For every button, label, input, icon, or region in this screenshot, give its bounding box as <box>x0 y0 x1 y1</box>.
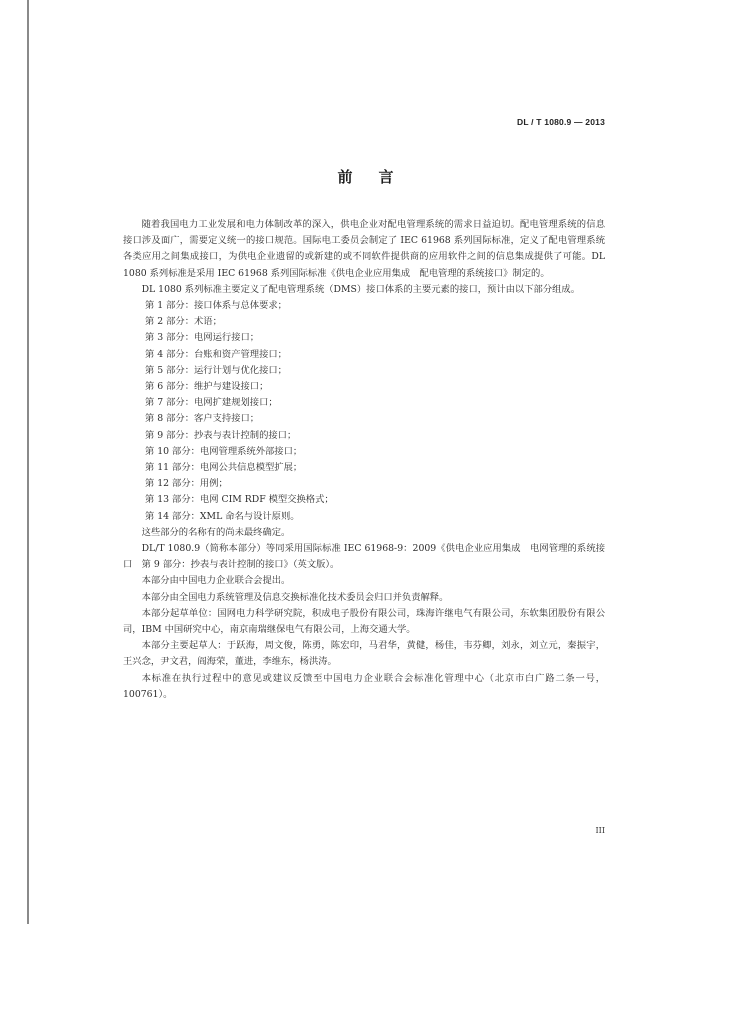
list-item: 第 6 部分：维护与建设接口； <box>145 381 269 393</box>
list-item: 第 5 部分：运行计划与优化接口； <box>145 364 287 376</box>
list-item: 第 14 部分：XML 命名与设计原则。 <box>145 510 300 522</box>
paragraph-drafting-units: 本部分起草单位：国网电力科学研究院，积成电子股份有限公司，珠海许继电气有限公司，东软集团股份有限公司，IBM 中国研究中心，南京南瑞继保电气有限公司，上海交通大学。 <box>123 607 605 636</box>
list-item: 第 7 部分：电网扩建规划接口； <box>145 397 278 409</box>
list-item: 第 9 部分：抄表与表计控制的接口； <box>145 429 297 441</box>
list-item: 第 1 部分：接口体系与总体要求； <box>145 300 287 312</box>
paragraph-adoption: DL/T 1080.9（简称本部分）等同采用国际标准 IEC 61968-9：2009《供电企业应用集成 电网管理的系统接口 第 9 部分：抄表与表计控制的接口》（英文版）。 <box>123 543 605 571</box>
list-item: 第 10 部分：电网管理系统外部接口； <box>145 445 303 457</box>
list-item: 第 8 部分：客户支持接口； <box>145 413 260 425</box>
page-edge <box>27 0 29 924</box>
list-item: 第 4 部分：台账和资产管理接口； <box>145 348 287 360</box>
paragraph-parts-intro: DL 1080 系列标准主要定义了配电管理系统（DMS）接口体系的主要元素的接口，预计由以下部分组成。 <box>141 283 581 295</box>
standard-code: DL / T 1080.9 — 2013 <box>517 117 605 127</box>
paragraph-intro: 随着我国电力工业发展和电力体制改革的深入，供电企业对配电管理系统的需求日益迫切。配电管理系统的信息接口涉及面广，需要定义统一的接口规范。国际电工委员会制定了 IEC 61968 系列国际标准，定义了配电管理系统各类应用之间集成接口，为供电企业遗留的或新建的或不同软件提供商的应用软件之间的信息集成提供了可能。DL 1080 系列标准是采用 IEC 61968 系列国际标准《供电企业应用集成 配电管理的系统接口》制定的。 <box>123 219 605 279</box>
list-item: 第 3 部分：电网运行接口； <box>145 332 260 344</box>
list-item: 第 13 部分：电网 CIM RDF 模型交换格式； <box>145 494 334 506</box>
paragraph-feedback: 本标准在执行过程中的意见或建议反馈至中国电力企业联合会标准化管理中心（北京市白广路二条一号，100761）。 <box>123 672 605 700</box>
paragraph-committee: 本部分由全国电力系统管理及信息交换标准化技术委员会归口并负责解释。 <box>141 591 449 603</box>
parts-list <box>123 298 605 525</box>
page-number: III <box>595 826 605 835</box>
document-body <box>123 217 605 703</box>
list-item: 第 11 部分：电网公共信息模型扩展； <box>145 462 303 474</box>
paragraph-names-note: 这些部分的名称有的尚未最终确定。 <box>141 526 291 538</box>
list-item: 第 12 部分：用例； <box>145 478 228 490</box>
page-title: 前言 <box>337 168 420 186</box>
paragraph-proposer: 本部分由中国电力企业联合会提出。 <box>141 575 291 587</box>
list-item: 第 2 部分：术语； <box>145 316 222 328</box>
paragraph-drafters: 本部分主要起草人：于跃海，周文俊，陈勇，陈宏印，马君华，黄健，杨佳，韦芬卿，刘永，刘立元，秦振宇，王兴念，尹文君，阎海荣，董进，李维东，杨洪涛。 <box>123 640 605 668</box>
